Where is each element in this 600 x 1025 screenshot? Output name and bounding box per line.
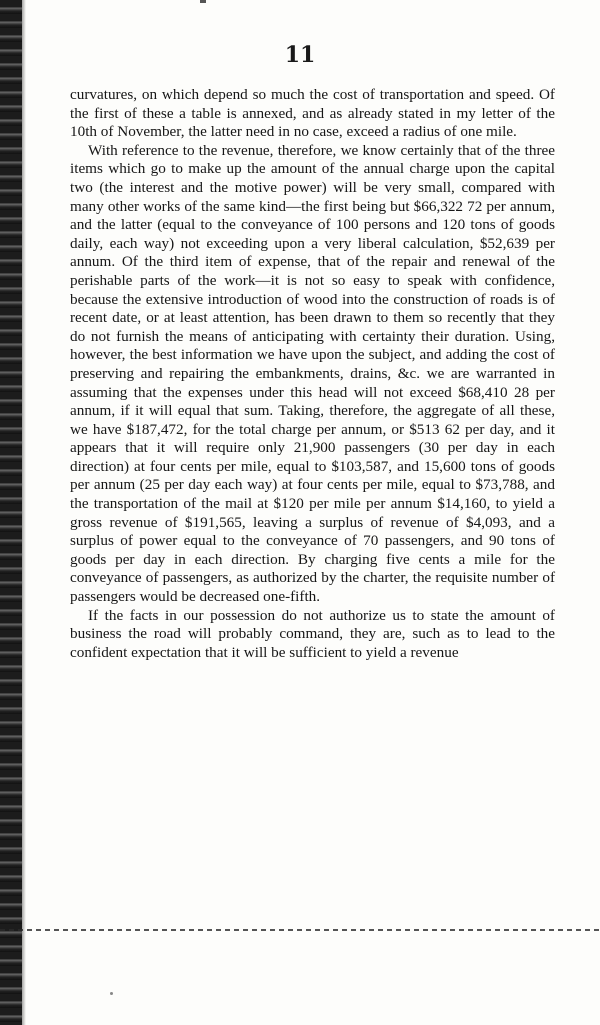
ink-speck [110, 992, 113, 995]
page-number: 11 [284, 42, 316, 68]
paragraph-3: If the facts in our possession do not authorize us to state the amount of business the road will probably command, they are, such as to lead to the confident expectation that it will be sufficient to yield a revenue [70, 606, 555, 661]
page-tear-line [0, 929, 600, 931]
page-binding-edge [0, 0, 22, 1025]
paragraph-1: curvatures, on which depend so much the cost of transportation and speed. Of the first of these a table is annexed, and as already stated in my letter of the 10th of November, the latter need in no case, exceed a radius of one mile. [70, 86, 555, 141]
body-text [70, 86, 555, 662]
ink-mark [200, 0, 206, 3]
paragraph-2: With reference to the revenue, therefore, we know certainly that of the three items which go to make up the amount of the annual charge upon the capital two (the interest and the motive power) will be very small, compared with many other works of the same kind—the first being but $66,322 72 per annum, and the latter (equal to the conveyance of 100 persons and 120 tons of goods daily, each way) not exceeding upon a very liberal calculation, $52,639 per annum. Of the third item of expense, that of the repair and renewal of the perishable parts of the work—it is not so easy to speak with confidence, because the extensive introduction of wood into the construction of roads is of recent date, or at least attention, has been drawn to them so recently that they do not furnish the means of anticipating with certainty their duration. Using, however, the best information we have upon the subject, and adding the cost of preserving and repairing the embankments, drains, &c. we are warranted in assuming that the expenses under this head will not exceed $68,410 28 per annum, if it will equal that sum. Taking, therefore, the aggregate of all these, we have $187,472, for the total charge per annum, or $513 62 per day, and it appears that it will require only 21,900 passengers (30 per day in each direction) at four cents per mile, equal to $103,587, and 15,600 tons of goods per annum (25 per day each way) at four cents per mile, equal to $73,788, and the transportation of the mail at $120 per mile per annum $14,160, to yield a gross revenue of $191,565, leaving a surplus of revenue of $4,093, and a surplus of power equal to the conveyance of 70 passengers, and 90 tons of goods per day in each direction. By charging five cents a mile for the conveyance of passengers, as authorized by the charter, the requisite number of passengers would be decreased one-fifth. [70, 141, 555, 606]
